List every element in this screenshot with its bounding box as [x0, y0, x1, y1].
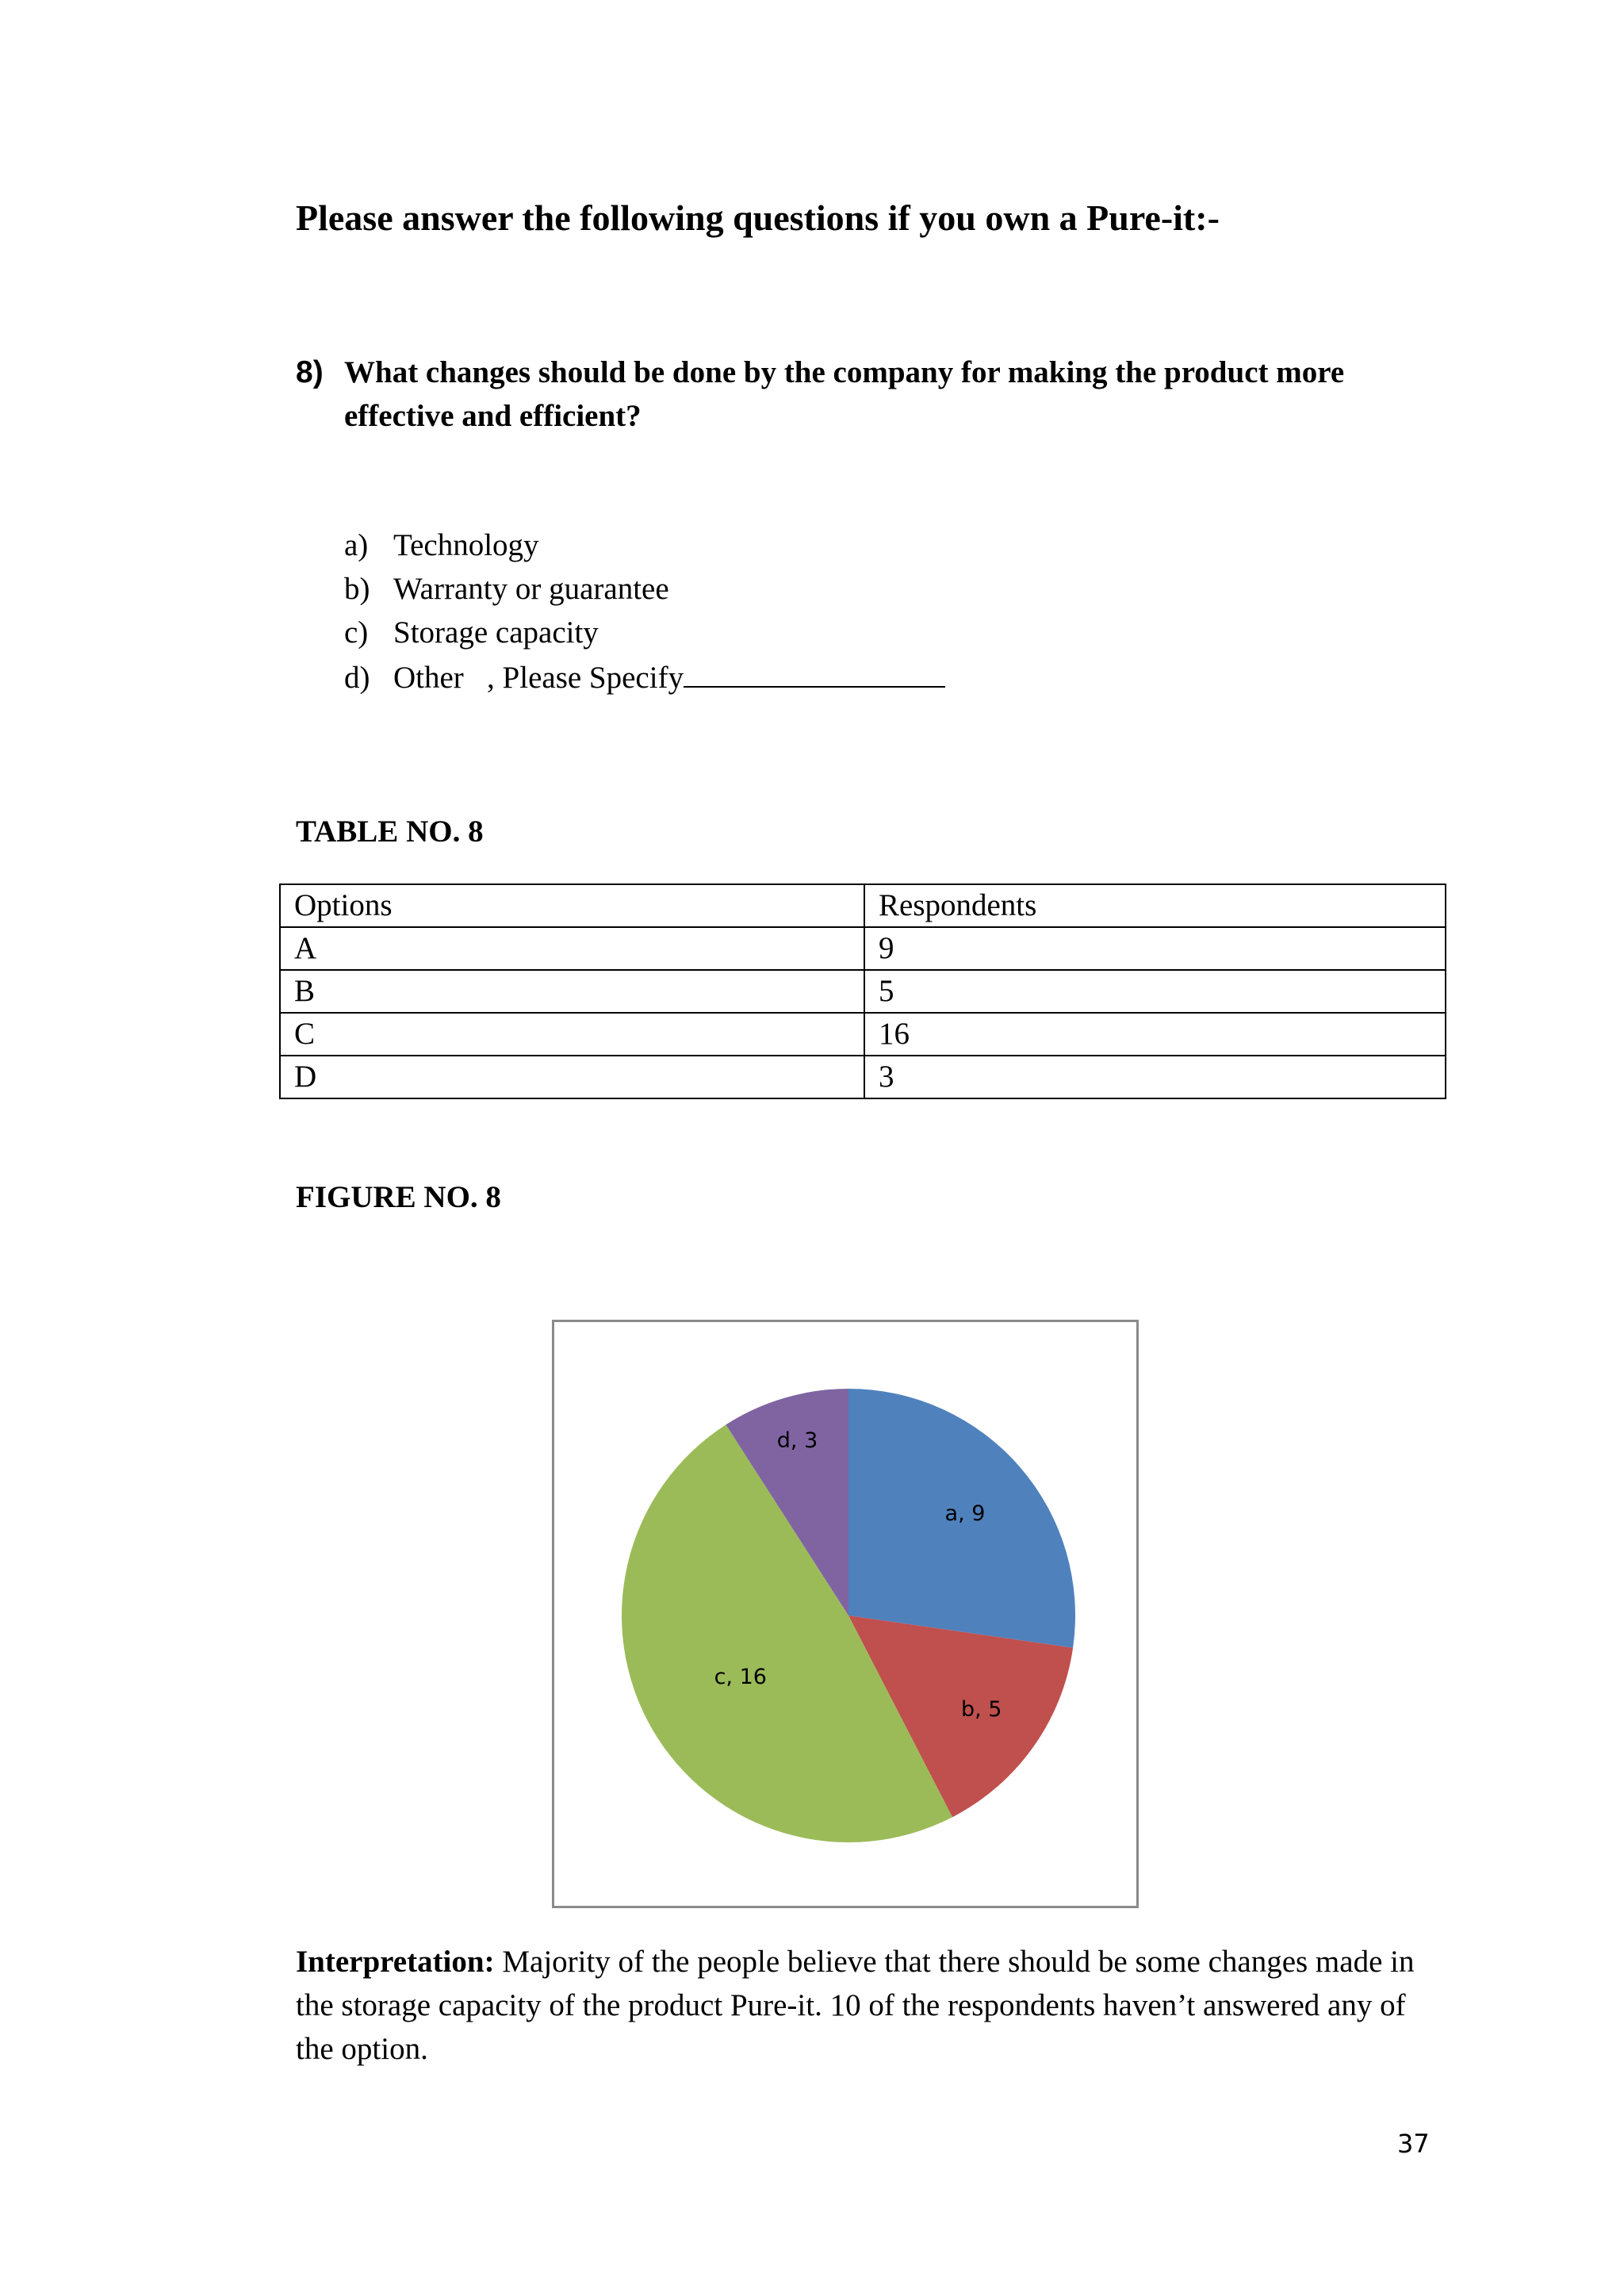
interpretation-paragraph [296, 1940, 1422, 2071]
option-letter: c) [344, 615, 369, 650]
table-cell: 5 [864, 970, 1446, 1013]
answer-options [344, 523, 945, 698]
option-a [344, 523, 945, 567]
option-text: Other , Please Specify [393, 661, 684, 695]
option-text: Warranty or guarantee [393, 572, 669, 606]
table-cell: A [280, 927, 864, 970]
option-letter: d) [344, 661, 370, 695]
table-row [280, 1056, 1446, 1098]
table-header-cell: Options [280, 884, 864, 927]
question-8 [296, 351, 1422, 438]
question-text: What changes should be done by the company for making the product more effective and efficient? [344, 355, 1345, 433]
pie-chart [554, 1322, 1136, 1906]
table-cell: 9 [864, 927, 1446, 970]
pie-data-label-d: d, 3 [776, 1428, 818, 1453]
table-cell: C [280, 1013, 864, 1056]
table-cell: 3 [864, 1056, 1446, 1098]
option-letter: a) [344, 528, 369, 562]
table-cell: B [280, 970, 864, 1013]
option-text: Technology [393, 528, 539, 562]
option-letter: b) [344, 572, 370, 606]
table-row [280, 1013, 1446, 1056]
table-header-cell: Respondents [864, 884, 1446, 927]
specify-blank-line [684, 654, 945, 688]
option-d [344, 654, 945, 698]
question-number: 8) [296, 355, 324, 389]
page-number: 37 [1397, 2129, 1430, 2159]
pie-data-label-c: c, 16 [714, 1665, 767, 1690]
pie-chart-frame [552, 1320, 1139, 1908]
interpretation-label: Interpretation: [296, 1945, 495, 1979]
table-cell: D [280, 1056, 864, 1098]
table-row [280, 927, 1446, 970]
page-heading: Please answer the following questions if you own a Pure-it:- [296, 197, 1220, 238]
respondents-table [279, 884, 1446, 1099]
pie-data-label-a: a, 9 [944, 1501, 986, 1527]
table-caption: TABLE NO. 8 [296, 815, 484, 849]
option-b [344, 567, 945, 611]
table-row [280, 970, 1446, 1013]
interpretation-text: Majority of the people believe that there should be some changes made in the storage capacity of the product Pure-it. 10 of the respondents haven’t answered any of the option. [296, 1945, 1415, 2066]
figure-caption: FIGURE NO. 8 [296, 1180, 501, 1214]
option-c [344, 611, 945, 654]
table-header-row [280, 884, 1446, 927]
pie-data-label-b: b, 5 [960, 1696, 1002, 1722]
table-cell: 16 [864, 1013, 1446, 1056]
option-text: Storage capacity [393, 615, 599, 650]
